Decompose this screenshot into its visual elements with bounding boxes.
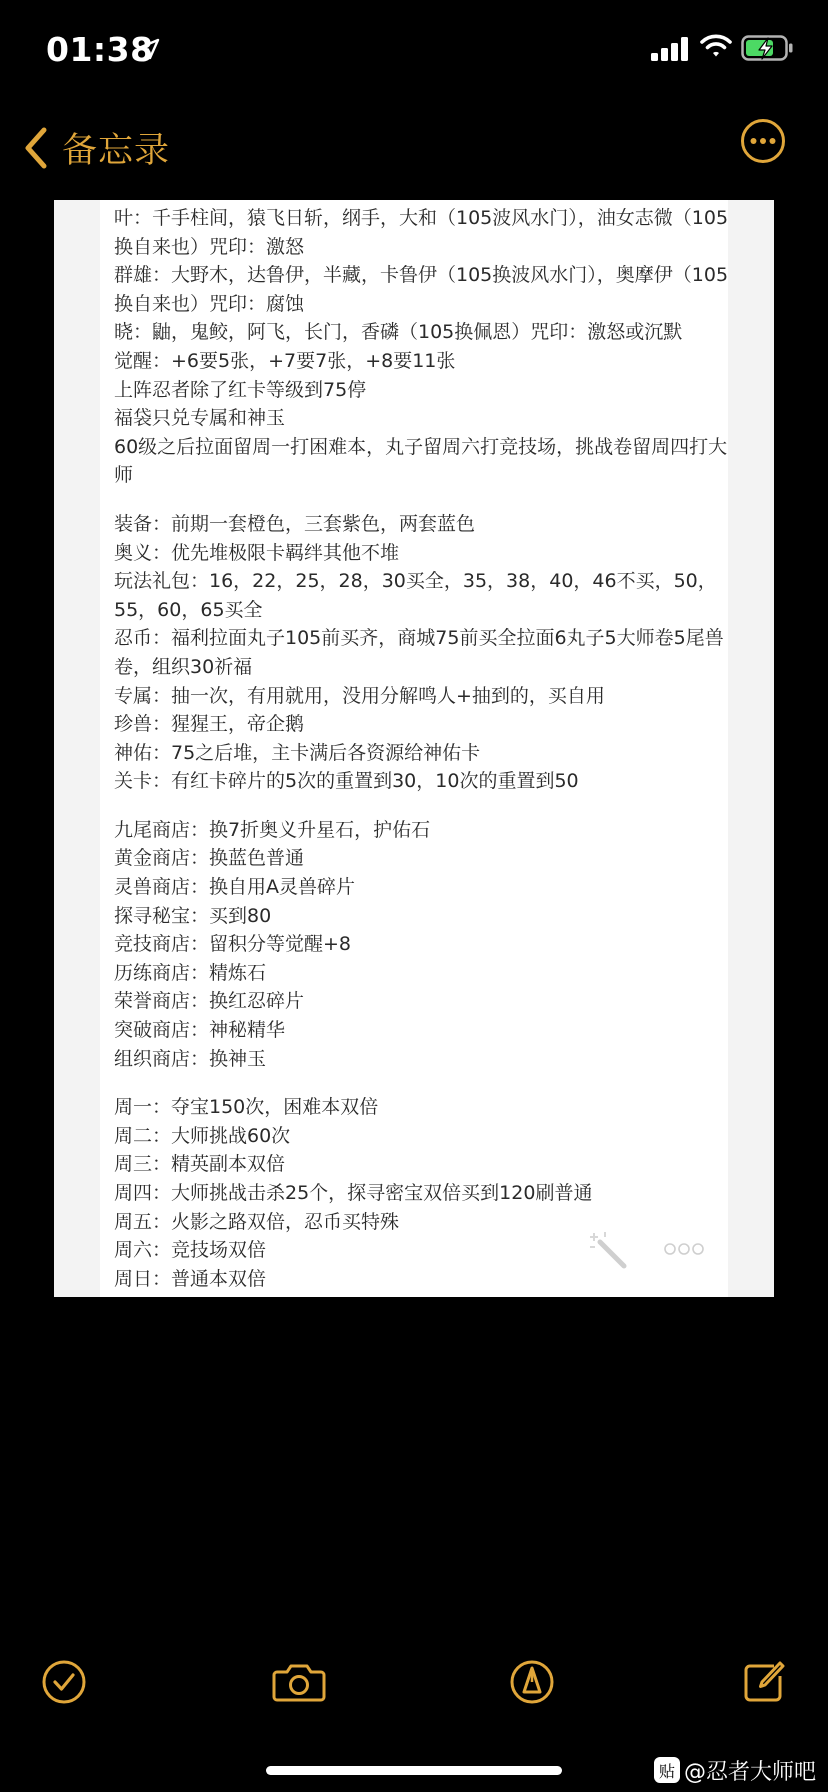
paragraph-gap — [114, 1073, 729, 1093]
wifi-icon — [700, 33, 732, 59]
note-line: 晓：鼬，鬼鲛，阿飞，长门，香磷（105换佩恩）咒印：激怒或沉默 — [114, 321, 683, 344]
note-line: 周四：大师挑战击杀25个，探寻密宝双倍买到120刷普通 — [114, 1182, 593, 1204]
back-button[interactable] — [22, 118, 170, 178]
note-line: 周五：火影之路双倍，忍币买特殊 — [114, 1210, 400, 1233]
camera-icon[interactable] — [271, 1658, 327, 1706]
note-line: 周二：大师挑战60次 — [114, 1124, 291, 1147]
more-dots-icon — [664, 1242, 704, 1256]
status-time: 01:38 — [46, 30, 154, 69]
note-line: 突破商店：神秘精华 — [114, 1019, 286, 1042]
checklist-icon[interactable] — [40, 1658, 88, 1706]
home-indicator[interactable] — [266, 1766, 562, 1775]
note-line: 周六：竞技场双倍 — [114, 1239, 267, 1262]
note-line: 装备：前期一套橙色，三套紫色，两套蓝色 — [114, 512, 476, 535]
note-line: 灵兽商店：换自用A灵兽碎片 — [114, 876, 355, 899]
note-line: 60级之后拉面留周一打困难本，丸子留周六打竞技场，挑战卷留周四打大师 — [114, 435, 728, 487]
watermark-text: @忍者大师吧 — [684, 1759, 817, 1785]
bottom-toolbar — [0, 1640, 828, 1720]
status-bar — [0, 0, 828, 100]
paragraph-gap — [114, 796, 729, 816]
note-line: 关卡：有红卡碎片的5次的重置到30，10次的重置到50 — [114, 770, 579, 793]
cellular-signal-icon — [651, 37, 691, 61]
note-line: 竞技商店：留积分等觉醒+8 — [114, 933, 352, 956]
note-line: 周一：夺宝150次，困难本双倍 — [114, 1096, 379, 1119]
note-line: 群雄：大野木，达鲁伊，半藏，卡鲁伊（105换波风水门），奥摩伊（105换自来也）咒印：腐蚀 — [114, 264, 729, 315]
note-line: 上阵忍者除了红卡等级到75停 — [114, 378, 367, 401]
paragraph-gap — [114, 490, 729, 510]
note-line: 历练商店：精炼石 — [114, 961, 267, 984]
note-line: 觉醒：+6要5张，+7要7张，+8要11张 — [114, 349, 456, 372]
note-line: 周日：普通本双倍 — [114, 1267, 267, 1290]
note-line: 叶：千手柱间，猿飞日斩，纲手，大和（105波风水门），油女志微（105换自来也）咒印：激怒 — [114, 207, 729, 258]
magic-wand-icon — [588, 1230, 628, 1270]
note-screenshot-image — [54, 200, 774, 1297]
note-line: 福袋只兑专属和神玉 — [114, 407, 286, 430]
location-arrow-icon — [138, 38, 160, 60]
note-line: 奥义：优先堆极限卡羁绊其他不堆 — [114, 541, 400, 564]
chevron-left-icon — [22, 126, 50, 170]
navigation-bar — [0, 100, 828, 200]
note-line: 周三：精英副本双倍 — [114, 1153, 286, 1176]
note-line: 专属：抽一次，有用就用，没用分解鸣人+抽到的，买自用 — [114, 684, 605, 707]
tieba-logo-icon: 贴 — [654, 1757, 680, 1783]
battery-charging-icon — [741, 35, 793, 61]
back-button-label: 备忘录 — [62, 131, 171, 171]
markup-pen-icon[interactable] — [508, 1658, 556, 1706]
note-line: 忍币：福利拉面丸子105前买齐，商城75前买全拉面6丸子5大师卷5尾兽卷，组织30祈福 — [114, 627, 724, 678]
note-line: 探寻秘宝：买到80 — [114, 904, 272, 927]
more-options-icon[interactable] — [740, 118, 786, 164]
note-line: 组织商店：换神玉 — [114, 1047, 267, 1070]
note-line: 九尾商店：换7折奥义升星石，护佑石 — [114, 818, 431, 841]
image-left-border — [54, 200, 100, 1297]
note-line: 玩法礼包：16，22，25，28，30买全，35，38，40，46不买，50，55，60，65买全 — [114, 570, 717, 621]
note-line: 神佑：75之后堆，主卡满后各资源给神佑卡 — [114, 741, 481, 764]
image-right-border — [728, 200, 774, 1297]
note-line: 黄金商店：换蓝色普通 — [114, 847, 305, 870]
compose-icon[interactable] — [740, 1658, 788, 1706]
note-line: 荣誉商店：换红忍碎片 — [114, 990, 305, 1013]
note-text — [114, 204, 729, 1293]
note-line: 珍兽：猩猩王，帝企鹅 — [114, 713, 305, 736]
watermark — [654, 1755, 816, 1785]
